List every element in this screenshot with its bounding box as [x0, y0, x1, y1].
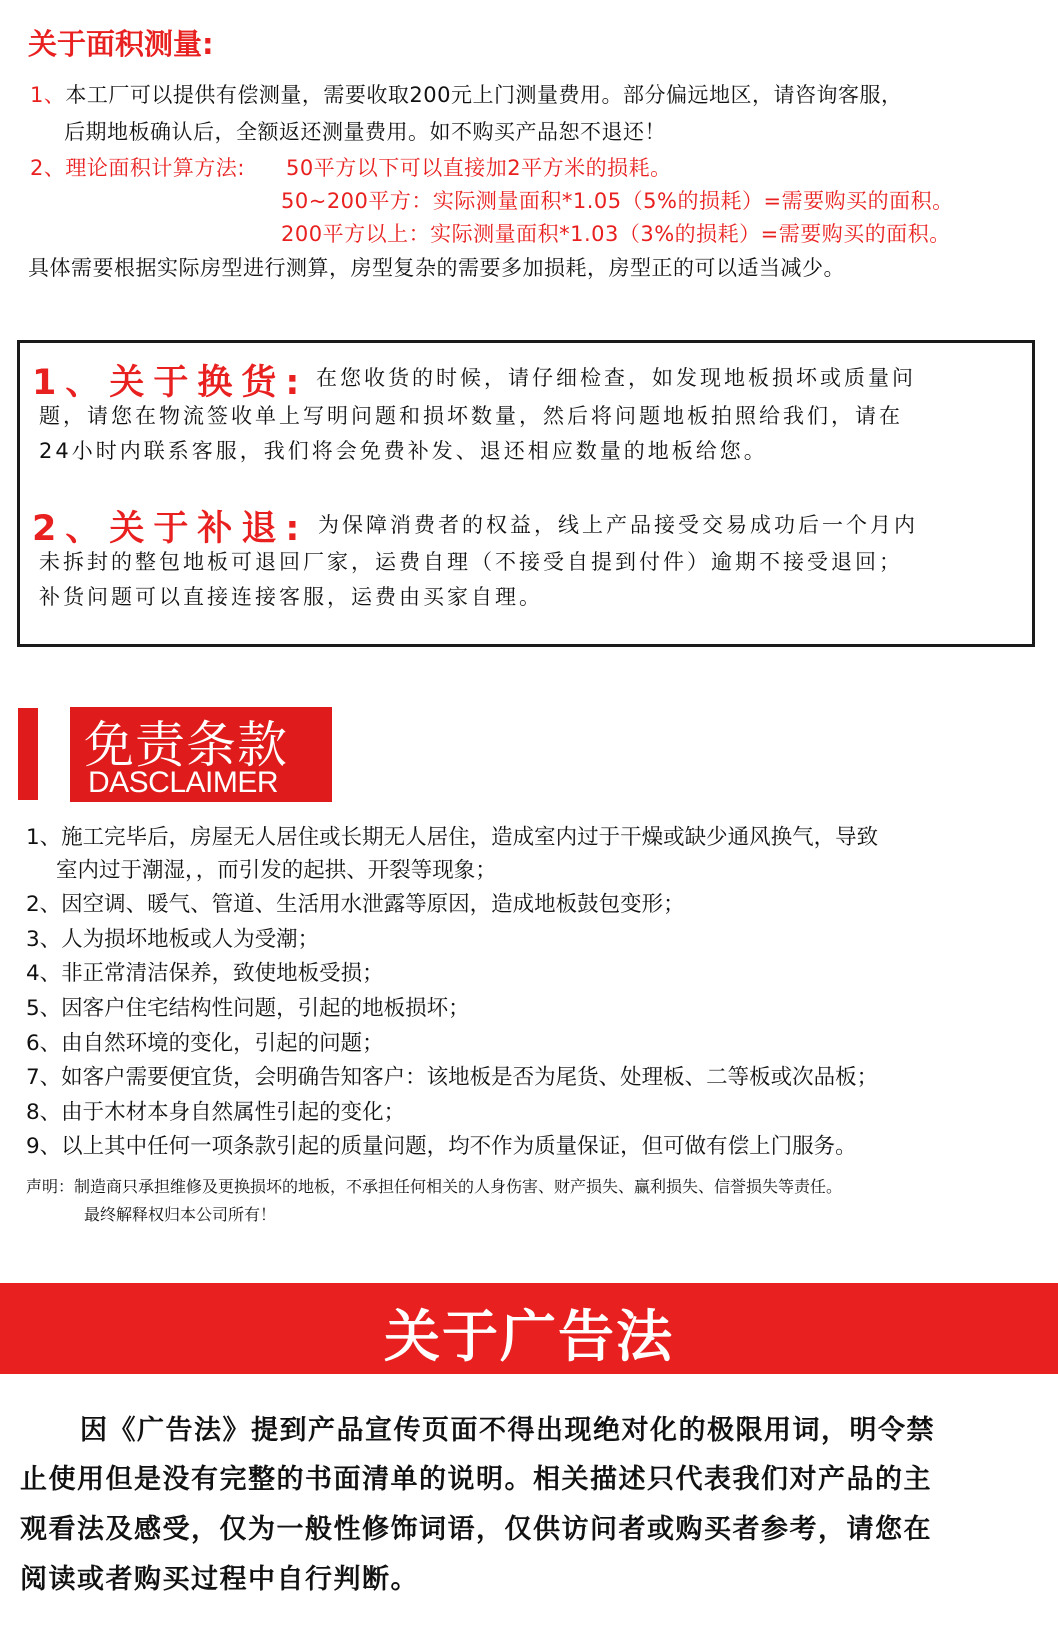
disclaimer-item-1: 1、施工完毕后，房屋无人居住或长期无人居住，造成室内过于干燥或缺少通风换气，导致 [26, 825, 879, 850]
refund-heading: 2、关于补退: [32, 509, 309, 549]
refund-text-line-2: 未拆封的整包地板可退回厂家，运费自理（不接受自提到付件）逾期不接受退回； [39, 550, 903, 574]
area-item-1-line-1 [30, 79, 902, 109]
area-item-1-number: 1、 [30, 83, 66, 107]
exchange-text-line-3: 24小时内联系客服，我们将会免费补发、退还相应数量的地板给您。 [39, 439, 768, 463]
disclaimer-item-3: 3、人为损坏地板或人为受潮； [26, 927, 320, 952]
disclaimer-item-8: 8、由于木材本身自然属性引起的变化； [26, 1100, 406, 1125]
adlaw-banner [0, 1283, 1058, 1374]
adlaw-line-1: 因《广告法》提到产品宣传页面不得出现绝对化的极限用词，明令禁 [80, 1415, 935, 1446]
refund-text-line-3: 补货问题可以直接连接客服，运费由买家自理。 [39, 585, 543, 609]
adlaw-line-2: 止使用但是没有完整的书面清单的说明。相关描述只代表我们对产品的主 [20, 1464, 932, 1495]
disclaimer-item-6: 6、由自然环境的变化，引起的问题； [26, 1031, 384, 1056]
disclaimer-title-cn: 免责条款 [84, 716, 288, 774]
area-rule-50-200: 50~200平方：实际测量面积*1.05（5%的损耗）=需要购买的面积。 [281, 189, 954, 213]
disclaimer-statement: 声明：制造商只承担维修及更换损坏的地板，不承担任何相关的人身伤害、财产损失、赢利损失、信誉损失等责任。 [26, 1177, 843, 1196]
disclaimer-item-9: 9、以上其中任何一项条款引起的质量问题，均不作为质量保证，但可做有偿上门服务。 [26, 1134, 857, 1159]
disclaimer-item-4: 4、非正常清洁保养，致使地板受损； [26, 961, 384, 986]
refund-text-line-1: 为保障消费者的权益，线上产品接受交易成功后一个月内 [318, 513, 918, 537]
disclaimer-title-badge [70, 707, 332, 802]
exchange-return-box [17, 340, 1035, 647]
exchange-text-line-2: 题，请您在物流签收单上写明问题和损坏数量，然后将问题地板拍照给我们，请在 [39, 404, 903, 428]
disclaimer-item-5: 5、因客户住宅结构性问题，引起的地板损坏； [26, 996, 470, 1021]
disclaimer-final-right: 最终解释权归本公司所有！ [84, 1205, 277, 1224]
area-rule-over-200: 200平方以上：实际测量面积*1.03（3%的损耗）=需要购买的面积。 [281, 222, 951, 246]
exchange-text-line-1: 在您收货的时候，请仔细检查，如发现地板损坏或质量问 [316, 366, 916, 390]
adlaw-line-4: 阅读或者购买过程中自行判断。 [20, 1564, 419, 1595]
disclaimer-item-7: 7、如客户需要便宜货，会明确告知客户：该地板是否为尾货、处理板、二等板或次品板； [26, 1065, 879, 1090]
area-rule-under-50: 50平方以下可以直接加2平方米的损耗。 [286, 156, 672, 180]
area-item-2-label: 2、理论面积计算方法: [30, 156, 245, 180]
area-item-1-line-2: 后期地板确认后，全额返还测量费用。如不购买产品恕不退还！ [64, 120, 666, 144]
area-note: 具体需要根据实际房型进行测算，房型复杂的需要多加损耗，房型正的可以适当减少。 [28, 256, 845, 280]
adlaw-title: 关于广告法 [384, 1305, 674, 1370]
area-item-1-text: 本工厂可以提供有偿测量，需要收取200元上门测量费用。部分偏远地区，请咨询客服， [65, 83, 903, 107]
disclaimer-accent-bar [18, 708, 38, 800]
adlaw-line-3: 观看法及感受，仅为一般性修饰词语，仅供访问者或购买者参考，请您在 [20, 1514, 932, 1545]
disclaimer-item-2: 2、因空调、暖气、管道、生活用水泄露等原因，造成地板鼓包变形； [26, 892, 685, 917]
disclaimer-title-en: DASCLAIMER [88, 766, 279, 799]
area-section-title: 关于面积测量: [28, 27, 214, 61]
exchange-heading: 1、关于换货: [32, 363, 309, 403]
disclaimer-item-1-cont: 室内过于潮湿，，而引发的起拱、开裂等现象； [56, 858, 497, 883]
